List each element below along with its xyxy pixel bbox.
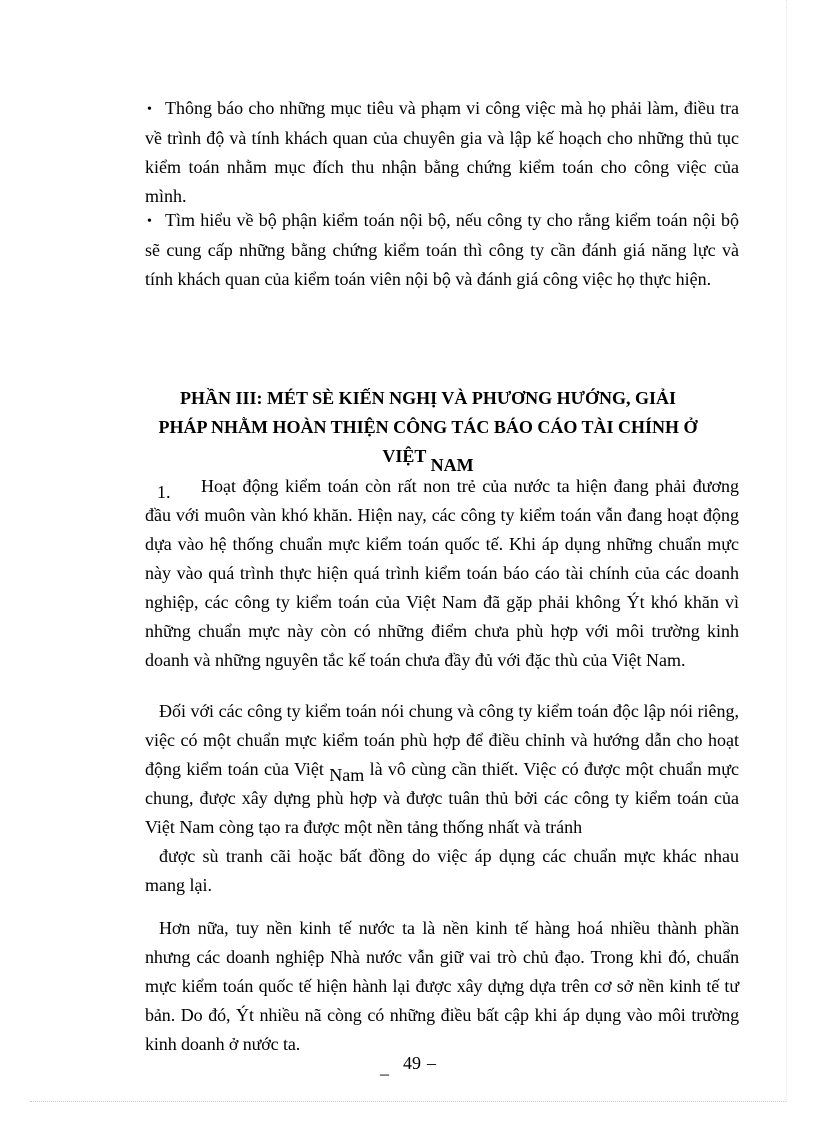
bullet-text-2: Tìm hiểu về bộ phận kiểm toán nội bộ, nếu công ty cho rằng kiểm toán nội bộ sẽ cung cấp những bằng chứng kiểm toán thì công ty cần đánh giá năng lực và tính khách quan của kiểm toán viên nội bộ và đánh giá công việc họ thực hiện.	[145, 210, 739, 289]
paragraph-number: 1.	[157, 482, 171, 502]
paragraph-3: Hơn nữa, tuy nền kinh tế nước ta là nền kinh tế hàng hoá nhiều thành phần nhưng các doanh nghiệp Nhà nước vẫn giữ vai trò chủ đạo. Trong khi đó, chuẩn mực kiểm toán quốc tế hiện hành lại được xây dựng dựa trên cơ sở nền kinh tế tư bản. Do đó, Ýt nhiều nã còng có những điều bất cập khi áp dụng vào môi trường kinh doanh ở nước ta.	[145, 918, 739, 1054]
paragraph-1-text: Hoạt động kiểm toán còn rất non trẻ của nước ta hiện đang phải đương đầu với muôn vàn khó khăn. Hiện nay, các công ty kiểm toán vẫn đang hoạt động dựa vào hệ thống chuẩn mực kiểm toán quốc tế. Khi áp dụng những chuẩn mực này vào quá trình thực hiện quá trình kiểm toán báo cáo tài chính của các doanh nghiệp, các công ty kiểm toán của Việt Nam đã gặp phải không Ýt khó khăn vì những chuẩn mực này còn có những điểm chưa phù hợp với môi trường kinh doanh và những nguyên tắc kế toán chưa đầy đủ với đặc thù của Việt Nam.	[145, 476, 739, 670]
bullet-icon: •	[147, 102, 152, 117]
paragraph-2	[145, 697, 739, 842]
page-number: 49	[403, 1053, 421, 1073]
bullet-item-2	[145, 206, 739, 294]
page-number-footer	[0, 1052, 816, 1077]
heading-line-3b: NAM	[430, 455, 474, 475]
heading-line-1: PHẦN III: MÉT SÈ KIẾN NGHỊ VÀ PHƯƠNG HƯỚNG, GIẢI	[179, 388, 677, 408]
paragraph-2-part-a: Đối với các công ty kiểm toán nói chung và công ty kiểm toán độc lập nói riêng, việc có một chuẩn mực kiểm toán phù hợp để điều chỉnh và hướng dẫn cho hoạt động kiểm toán của Việt	[145, 701, 739, 779]
bullet-item-1	[145, 94, 739, 211]
paragraph-2-nam: Nam	[329, 765, 365, 785]
footer-dash-right: –	[427, 1053, 436, 1073]
paragraph-2-part-b: là vô cùng cần thiết. Việc có được một chuẩn mực chung, được xây dựng phù hợp và được tuân thủ bởi các công ty kiểm toán của Việt Nam còng tạo ra được một nền tảng thống nhất và tránh	[145, 759, 739, 837]
page-right-border	[786, 0, 787, 1102]
paragraph-2-part-c: được sù tranh cãi hoặc bất đồng do việc áp dụng các chuẩn mực khác nhau mang lại.	[145, 846, 739, 895]
bullet-text-1: Thông báo cho những mục tiêu và phạm vi công việc mà họ phải làm, điều tra về trình độ và tính khách quan của chuyên gia và lập kế hoạch cho những thủ tục kiểm toán nhằm mục đích thu nhận bằng chứng kiểm toán cho công việc của mình.	[145, 98, 739, 206]
heading-line-3a: VIỆT	[382, 446, 427, 466]
page-bottom-border	[30, 1101, 786, 1102]
section-heading	[130, 384, 726, 475]
paragraph-1	[145, 472, 739, 675]
bullet-icon: •	[147, 214, 152, 229]
heading-line-2: PHÁP NHẰM HOÀN THIỆN CÔNG TÁC BÁO CÁO TÀI CHÍNH Ở	[158, 417, 698, 437]
footer-dash-left: _	[380, 1057, 389, 1077]
paragraph-2-tail	[145, 842, 739, 900]
